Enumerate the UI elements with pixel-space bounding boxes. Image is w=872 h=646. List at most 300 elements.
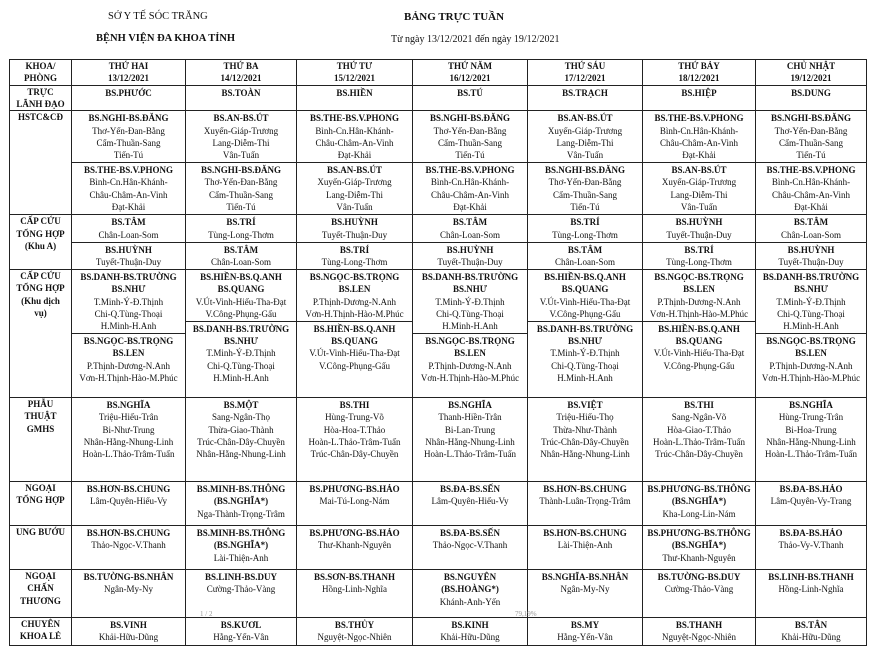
- staff-line: Chân-Loan-Som: [781, 229, 841, 240]
- staff-line: Triệu-Hiếu-Trân: [98, 412, 159, 423]
- department-label: TỔNG HỢP: [16, 228, 65, 239]
- staff-line: T.Minh-Ý-Đ.Thịnh: [206, 348, 276, 359]
- doctor-name: BS.NGHĨA: [789, 400, 833, 411]
- staff-line: Mai-Tú-Long-Nám: [319, 496, 390, 507]
- department-label: NGOẠI: [25, 483, 56, 494]
- shift-cell: [756, 270, 867, 398]
- staff-line: Tùng-Long-Thơm: [666, 257, 732, 268]
- staff-line: Xuyến-Giáp-Trương: [661, 177, 737, 188]
- doctor-name: BS.AN-BS.ÚT: [326, 165, 382, 176]
- shift-cell: [186, 215, 297, 270]
- staff-line: Bình-Cn.Hân-Khánh-: [430, 177, 510, 188]
- doctor-name: BS.TƯỜNG-BS.DUY: [657, 572, 741, 583]
- staff-line: P.Thịnh-Dương-N.Anh: [86, 360, 171, 371]
- doctor-name: BS.HƠN-BS.CHUNG: [86, 484, 171, 495]
- doctor-name: BS.THE-BS.V.PHONG: [654, 113, 744, 124]
- doctor-name: BS.NGHI-BS.ĐĂNG: [544, 165, 625, 176]
- department-label: CẤP CỨU: [20, 216, 61, 227]
- staff-line: Tùng-Long-Thơm: [321, 257, 388, 268]
- department-cell: [10, 215, 72, 270]
- staff-line: Nhân-Hằng-Nhung-Linh: [196, 449, 286, 460]
- staff-line: Vơn-H.Thịnh-Hào-M.Phúc: [649, 308, 749, 319]
- shift-cell: [186, 526, 297, 570]
- staff-line: Thư-Khanh-Nguyên: [662, 552, 736, 563]
- doctor-name: BS.NGHI-BS.ĐĂNG: [429, 113, 510, 124]
- doctor-name: BS.NGHI-BS.ĐĂNG: [200, 165, 281, 176]
- shift-block: [756, 482, 866, 508]
- staff-line: V.Công-Phụng-Gấu: [549, 308, 621, 319]
- staff-line: Vơn-H.Thịnh-Hào-M.Phúc: [305, 308, 404, 319]
- department-label: (Khu A): [24, 240, 57, 251]
- staff-line: Tuyết-Thuận-Duy: [666, 229, 732, 240]
- doctor-name: BS.NHƯ: [224, 336, 258, 347]
- staff-line: Thơ-Yến-Đan-Bằng: [204, 177, 278, 188]
- shift-cell: [297, 482, 413, 526]
- day-header: [528, 60, 643, 86]
- shift-block: [297, 570, 412, 596]
- staff-line: Lâm-Quyên-Hiếu-Vy: [431, 496, 509, 507]
- doctor-name: BS.PHƯƠNG-BS.THÔNG: [647, 484, 751, 495]
- staff-line: Đạt-Khải: [337, 150, 372, 161]
- day-header: [186, 60, 297, 86]
- doctor-name: BS.NGHĨA-BS.NHÂN: [541, 572, 629, 583]
- staff-line: Châu-Châm-An-Vinh: [315, 137, 394, 148]
- doctor-name: BS.ĐA-BS.HẢO: [779, 484, 843, 495]
- staff-line: Hoàn-L.Thảo-Trâm-Tuấn: [308, 436, 401, 447]
- shift-block: [643, 570, 755, 596]
- staff-line: Bình-Cn.Hân-Khánh-: [89, 177, 168, 188]
- doctor-name: BS.NGỌC-BS.TRỌNG: [654, 272, 744, 283]
- shift-block: [756, 111, 866, 162]
- department-cell: [10, 526, 72, 570]
- department-label: THUẬT: [24, 411, 57, 422]
- doctor-name: BS.NGHĨA: [106, 400, 151, 411]
- day-header: [297, 60, 413, 86]
- department-label: LÃNH ĐẠO: [16, 99, 65, 110]
- staff-line: Vân-Tuấn: [680, 201, 718, 212]
- department-cell: [10, 111, 72, 215]
- doctor-name: BS.DANH-BS.TRƯỜNG: [536, 324, 634, 335]
- doctor-name: BS.VINH: [110, 620, 147, 631]
- day-date: 17/12/2021: [564, 73, 606, 84]
- shift-block: [72, 482, 185, 508]
- doctor-name: BS.NHƯ: [794, 284, 828, 295]
- shift-block: [756, 86, 866, 100]
- day-date: 13/12/2021: [107, 73, 149, 84]
- staff-line: Lang-Diễm-Thi: [212, 137, 270, 148]
- shift-cell: [756, 526, 867, 570]
- staff-line: Thành-Luân-Trọng-Trâm: [539, 496, 631, 507]
- shift-cell: [528, 526, 643, 570]
- shift-cell: [413, 482, 528, 526]
- staff-line: Nhân-Hằng-Nhung-Linh: [766, 436, 856, 447]
- staff-line: Hoàn-L.Thảo-Trâm-Tuấn: [764, 449, 858, 460]
- doctor-name: BS.THỦY: [334, 620, 375, 631]
- shift-cell: [413, 526, 528, 570]
- doctor-name: BS.NGHI-BS.ĐĂNG: [88, 113, 169, 124]
- doctor-name: BS.HIỀN-BS.Q.ANH: [658, 324, 740, 335]
- department-label: (Khu dịch: [21, 295, 60, 306]
- shift-block: [528, 111, 642, 162]
- staff-line: Hằng-Yến-Vân: [557, 632, 613, 643]
- staff-line: Khải-Hữu-Dũng: [781, 632, 841, 643]
- staff-line: Đạt-Khải: [794, 201, 828, 212]
- shift-cell: [413, 398, 528, 482]
- staff-line: Nguyệt-Ngọc-Nhiên: [662, 632, 736, 643]
- table-row: [10, 398, 867, 482]
- day-date: 16/12/2021: [449, 73, 491, 84]
- staff-line: Thảo-Vy-V.Thanh: [778, 540, 844, 551]
- doctor-name: BS.LINH-BS.DUY: [204, 572, 278, 583]
- shift-block: [528, 618, 642, 644]
- doctor-name: BS.SƠN-BS.THANH: [313, 572, 396, 583]
- shift-cell: [186, 86, 297, 111]
- doctor-name: BS.TRÍ: [684, 244, 714, 255]
- shift-cell: [297, 570, 413, 618]
- shift-cell: [72, 482, 186, 526]
- shift-block: [72, 618, 185, 644]
- shift-cell: [413, 570, 528, 618]
- staff-line: Chi-Q.Tùng-Thoại: [207, 360, 275, 371]
- shift-cell: [528, 215, 643, 270]
- staff-line: Tiến-Tú: [226, 201, 256, 212]
- shift-cell: [643, 570, 756, 618]
- doctor-name: BS.MY: [570, 620, 600, 631]
- doctor-name: BS.QUANG: [675, 336, 723, 347]
- shift-block: [72, 270, 185, 333]
- staff-line: Triệu-Hiếu-Thọ: [556, 412, 614, 423]
- staff-line: V.Út-Vinh-Hiếu-Tha-Đạt: [309, 348, 400, 359]
- viewer-footer: [0, 610, 872, 620]
- doctor-name: BS.HUỲNH: [446, 244, 494, 255]
- shift-block: [528, 570, 642, 596]
- shift-block: [186, 111, 296, 162]
- staff-line: Khánh-Anh-Yến: [439, 596, 501, 607]
- shift-block: [413, 333, 527, 385]
- department-label: UNG BƯỚU: [16, 527, 65, 538]
- doctor-name: BS.QUANG: [561, 284, 609, 295]
- department-label: GMHS: [26, 423, 55, 434]
- staff-line: Vân-Tuấn: [336, 201, 373, 212]
- shift-block: [413, 215, 527, 241]
- staff-line: Tiến-Tú: [455, 150, 485, 161]
- department-label: CHUYÊN: [20, 619, 60, 630]
- staff-line: Ngân-My-Ny: [560, 584, 610, 595]
- doctor-name: (BS.HOÀNG*): [441, 584, 499, 595]
- shift-block: [297, 162, 412, 214]
- shift-cell: [186, 270, 297, 398]
- doctor-name: BS.TOÀN: [221, 88, 261, 98]
- staff-line: Tuyết-Thuận-Duy: [778, 257, 844, 268]
- department-label: HSTC&CĐ: [17, 112, 63, 123]
- shift-block: [756, 333, 866, 385]
- staff-line: P.Thịnh-Dương-N.Anh: [769, 360, 853, 371]
- doctor-name: BS.QUANG: [331, 336, 378, 347]
- staff-line: Tiến-Tú: [570, 201, 600, 212]
- table-row: [10, 570, 867, 618]
- doctor-name: BS.KINH: [451, 620, 489, 631]
- staff-line: P.Thịnh-Dương-N.Anh: [428, 360, 512, 371]
- table-row: [10, 526, 867, 570]
- shift-block: [756, 526, 866, 552]
- shift-cell: [528, 270, 643, 398]
- shift-block: [756, 215, 866, 241]
- shift-cell: [297, 111, 413, 215]
- doctor-name: BS.TÂM: [223, 244, 259, 255]
- staff-line: Châu-Châm-An-Vinh: [660, 137, 738, 148]
- shift-block: [413, 270, 527, 333]
- doctor-name: BS.ĐA-BS.HẢO: [779, 528, 843, 539]
- doctor-name: BS.TÂM: [452, 217, 488, 228]
- staff-line: Cẩm-Thuần-Sang: [553, 189, 617, 200]
- doctor-name: BS.LEN: [454, 348, 486, 359]
- staff-line: T.Minh-Ý-Đ.Thịnh: [776, 296, 846, 307]
- shift-block: [528, 526, 642, 552]
- doctor-name: BS.NHƯ: [453, 284, 487, 295]
- doctor-name: BS.HƠN-BS.CHUNG: [543, 484, 627, 495]
- shift-block: [413, 398, 527, 461]
- day-date: 14/12/2021: [220, 73, 262, 84]
- doctor-name: BS.ĐA-BS.SẾN: [439, 528, 501, 539]
- staff-line: Tùng-Long-Thơm: [552, 229, 618, 240]
- shift-block: [756, 618, 866, 644]
- staff-line: Trúc-Chân-Dây-Chuyền: [541, 436, 629, 447]
- table-header-row: [10, 60, 867, 86]
- shift-block: [528, 162, 642, 214]
- staff-line: Khải-Hữu-Dũng: [98, 632, 159, 643]
- staff-line: Vân-Tuấn: [566, 150, 604, 161]
- staff-line: Lang-Diễm-Thi: [326, 189, 383, 200]
- staff-line: Cẩm-Thuần-Sang: [779, 137, 843, 148]
- shift-cell: [297, 398, 413, 482]
- shift-cell: [643, 482, 756, 526]
- table-row: [10, 215, 867, 270]
- doctor-name: BS.NGHI-BS.ĐĂNG: [770, 113, 851, 124]
- staff-line: Chân-Loan-Som: [211, 257, 271, 268]
- staff-line: H.Minh-H.Anh: [442, 321, 498, 332]
- doctor-name: BS.HUỲNH: [105, 244, 152, 255]
- shift-block: [297, 215, 412, 241]
- shift-cell: [643, 111, 756, 215]
- staff-line: Nga-Thành-Trọng-Trâm: [197, 508, 285, 519]
- staff-line: Lang-Diễm-Thi: [670, 189, 728, 200]
- day-date: 18/12/2021: [678, 73, 720, 84]
- staff-line: Nhân-Hằng-Nhung-Linh: [425, 436, 515, 447]
- staff-line: Chi-Q.Tùng-Thoại: [551, 360, 619, 371]
- shift-cell: [756, 482, 867, 526]
- doctor-name: BS.THE-BS.V.PHONG: [425, 165, 515, 176]
- shift-cell: [297, 526, 413, 570]
- shift-cell: [413, 111, 528, 215]
- shift-block: [413, 570, 527, 609]
- department-label: TỔNG HỢP: [16, 495, 65, 506]
- staff-line: Chi-Q.Tùng-Thoại: [94, 308, 163, 319]
- department-label: CẤP CỨU: [20, 271, 61, 282]
- staff-line: Thơ-Yến-Đan-Bằng: [548, 177, 622, 188]
- shift-block: [72, 570, 185, 596]
- shift-cell: [643, 398, 756, 482]
- staff-line: H.Minh-H.Anh: [213, 372, 269, 383]
- staff-line: Thảo-Ngọc-V.Thanh: [91, 540, 166, 551]
- doctor-name: BS.NGUYÊN: [443, 572, 497, 583]
- shift-block: [643, 162, 755, 214]
- shift-cell: [528, 398, 643, 482]
- doctor-name: BS.TRÍ: [570, 217, 600, 228]
- department-label: KHOA LẺ: [19, 631, 62, 642]
- shift-block: [186, 570, 296, 596]
- staff-line: Thơ-Yến-Đan-Bằng: [774, 125, 848, 136]
- shift-block: [413, 111, 527, 162]
- corner-header-line: PHÒNG: [24, 73, 57, 84]
- shift-cell: [186, 482, 297, 526]
- shift-block: [756, 242, 866, 269]
- staff-line: Chân-Loan-Som: [98, 229, 159, 240]
- day-header: [72, 60, 186, 86]
- shift-block: [643, 86, 755, 100]
- shift-block: [297, 111, 412, 162]
- shift-block: [186, 398, 296, 461]
- staff-line: Bình-Cn.Hân-Khánh-: [771, 177, 851, 188]
- staff-line: Khải-Hữu-Dũng: [440, 632, 500, 643]
- staff-line: Xuyến-Giáp-Trương: [317, 177, 392, 188]
- day-header: [643, 60, 756, 86]
- staff-line: Hồng-Linh-Nghĩa: [778, 584, 844, 595]
- staff-line: Vân-Tuấn: [222, 150, 260, 161]
- shift-block: [528, 398, 642, 461]
- shift-block: [413, 162, 527, 214]
- staff-line: Cường-Thảo-Vàng: [664, 584, 734, 595]
- day-name: CHỦ NHẬT: [786, 61, 836, 71]
- shift-cell: [186, 111, 297, 215]
- shift-block: [528, 242, 642, 269]
- table-row: [10, 111, 867, 215]
- doctor-name: BS.AN-BS.ÚT: [557, 113, 613, 124]
- doctor-name: BS.LEN: [338, 284, 371, 295]
- doctor-name: BS.DANH-BS.TRƯỜNG: [421, 272, 519, 283]
- shift-block: [297, 86, 412, 100]
- shift-cell: [413, 215, 528, 270]
- staff-line: T.Minh-Ý-Đ.Thịnh: [550, 348, 620, 359]
- staff-line: Hùng-Trung-Trân: [778, 412, 844, 423]
- shift-block: [186, 242, 296, 269]
- staff-line: V.Út-Vinh-Hiếu-Tha-Đạt: [195, 296, 287, 307]
- shift-cell: [297, 86, 413, 111]
- doctor-name: (BS.NGHĨA*): [213, 496, 269, 507]
- department-cell: [10, 86, 72, 111]
- staff-line: Thừa-Như-Thành: [553, 424, 617, 435]
- staff-line: Hòa-Hoa-T.Thảo: [323, 424, 386, 435]
- staff-line: H.Minh-H.Anh: [557, 372, 613, 383]
- shift-block: [756, 162, 866, 214]
- staff-line: Tuyết-Thuận-Duy: [95, 257, 162, 268]
- staff-line: Xuyến-Giáp-Trương: [547, 125, 623, 136]
- doctor-name: BS.DANH-BS.TRƯỜNG: [192, 324, 290, 335]
- staff-line: Bi-Lan-Trung: [444, 424, 496, 435]
- shift-block: [72, 398, 185, 461]
- doctor-name: BS.HIỀN-BS.Q.ANH: [544, 272, 626, 283]
- shift-block: [643, 321, 755, 373]
- shift-block: [297, 242, 412, 269]
- staff-line: V.Út-Vinh-Hiếu-Tha-Đạt: [539, 296, 631, 307]
- shift-cell: [72, 398, 186, 482]
- staff-line: Chân-Loan-Som: [555, 257, 615, 268]
- staff-line: Trúc-Chân-Dây-Chuyền: [310, 449, 399, 460]
- staff-line: H.Minh-H.Anh: [100, 321, 157, 332]
- doctor-name: BS.AN-BS.ÚT: [671, 165, 727, 176]
- doctor-name: BS.PHƯỚC: [105, 88, 152, 98]
- day-header: [413, 60, 528, 86]
- corner-header-line: KHOA/: [25, 61, 56, 71]
- staff-line: Bi-Hoa-Trung: [785, 424, 837, 435]
- doctor-name: BS.TRÍ: [226, 217, 256, 228]
- doctor-name: BS.TÂM: [111, 217, 146, 228]
- staff-line: Thư-Khanh-Nguyên: [317, 540, 392, 551]
- doctor-name: BS.MỘT: [223, 400, 259, 411]
- shift-block: [528, 86, 642, 100]
- department-label: vụ): [34, 307, 47, 318]
- doctor-name: BS.HUỲNH: [675, 217, 723, 228]
- day-name: THỨ BẢY: [678, 61, 720, 71]
- staff-line: V.Công-Phụng-Gấu: [318, 360, 391, 371]
- shift-block: [186, 526, 296, 565]
- staff-line: Sang-Ngân-Võ: [671, 412, 727, 423]
- day-name: THỨ HAI: [108, 61, 149, 71]
- doctor-name: BS.NGỌC-BS.TRỌNG: [766, 336, 856, 347]
- doctor-name: BS.HUỲNH: [331, 217, 378, 228]
- shift-block: [186, 482, 296, 521]
- shift-block: [643, 111, 755, 162]
- shift-block: [756, 570, 866, 596]
- shift-block: [528, 270, 642, 321]
- staff-line: Cường-Thảo-Vàng: [206, 584, 276, 595]
- shift-cell: [297, 618, 413, 645]
- doctor-name: BS.NGỌC-BS.TRỌNG: [425, 336, 515, 347]
- shift-block: [72, 162, 185, 214]
- department-label: NGOẠI: [25, 571, 56, 582]
- staff-line: Nguyệt-Ngọc-Nhiên: [317, 632, 392, 643]
- staff-line: Châu-Châm-An-Vinh: [431, 189, 509, 200]
- staff-line: Vơn-H.Thịnh-Hào-M.Phúc: [761, 372, 861, 383]
- doctor-name: (BS.NGHĨA*): [213, 540, 269, 551]
- staff-line: Lâm-Quyên-Vy-Trang: [770, 496, 852, 507]
- doctor-name: (BS.NGHĨA*): [671, 496, 727, 507]
- doctor-name: BS.DANH-BS.TRƯỜNG: [80, 272, 177, 283]
- doctor-name: BS.THE-BS.V.PHONG: [766, 165, 856, 176]
- doctor-name: BS.LEN: [683, 284, 715, 295]
- department-label: THƯƠNG: [20, 595, 61, 606]
- staff-line: T.Minh-Ý-Đ.Thịnh: [435, 296, 505, 307]
- department-name: SỞ Y TẾ SÓC TRĂNG: [108, 11, 208, 22]
- doctor-name: BS.NGỌC-BS.TRỌNG: [309, 272, 400, 283]
- shift-block: [643, 215, 755, 241]
- doctor-name: BS.TÚ: [457, 88, 483, 98]
- staff-line: Lài-Thiện-Anh: [557, 540, 613, 551]
- staff-line: Bi-Như-Trung: [102, 424, 155, 435]
- shift-cell: [756, 618, 867, 645]
- doctor-name: BS.TƯỜNG-BS.NHÂN: [83, 572, 174, 583]
- shift-block: [756, 398, 866, 461]
- doctor-name: BS.NGHĨA: [448, 400, 492, 411]
- shift-cell: [528, 86, 643, 111]
- shift-cell: [186, 618, 297, 645]
- shift-cell: [643, 215, 756, 270]
- staff-line: Châu-Châm-An-Vinh: [89, 189, 168, 200]
- staff-line: Sang-Ngân-Thọ: [212, 412, 270, 423]
- department-label: CHẤN: [27, 583, 54, 594]
- staff-line: Hòa-Giao-T.Thảo: [666, 424, 732, 435]
- doctor-name: BS.KƯƠL: [220, 620, 262, 631]
- document-title: BẢNG TRỰC TUẦN: [404, 11, 505, 23]
